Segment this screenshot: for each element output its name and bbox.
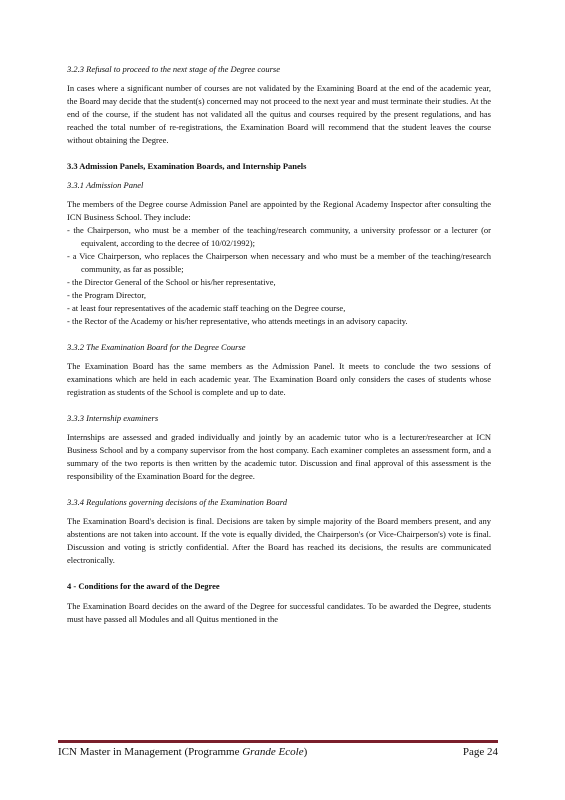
section-paragraph: Internships are assessed and graded individually and jointly by an academic tutor who is a lecturer/researcher at ICN Business School and by a company supervisor from the host company. Each examiner completes an assessment form, and a summary of the two reports is then written by the academic tutor. Discussion and final approval of this assessment is the responsibility of the Examination Board for the degree.	[67, 432, 491, 481]
section-3-3-2	[67, 342, 491, 399]
footer-title-italic: Grande Ecole	[242, 746, 304, 758]
section-3-3-1	[67, 180, 491, 328]
section-paragraph: The Examination Board decides on the award of the Degree for successful candidates. To be awarded the Degree, students must have passed all Modules and all Quitus mentioned in the	[67, 601, 491, 624]
list-item: - the Program Director,	[67, 290, 146, 300]
page-number: Page 24	[462, 746, 498, 758]
section-3-3-heading: 3.3 Admission Panels, Examination Boards, and Internship Panels	[67, 161, 307, 171]
footer-divider	[58, 740, 498, 743]
section-paragraph: In cases where a significant number of courses are not validated by the Examining Board at the end of the academic year, the Board may decide that the student(s) concerned may not proceed to the next year and must terminate their studies. At the end of the course, if the student has not validated all the quitus and courses required by the present regulations, and has reached the total number of re-registrations, the Examination Board will recommend that the student leaves the course without obtaining the Degree.	[67, 83, 491, 145]
section-paragraph: The Examination Board's decision is final. Decisions are taken by simple majority of the Board members present, and any abstentions are not taken into account. If the vote is equally divided, the Chairperson's (or Vice-Chairperson's) vote is final. Discussion and voting is strictly confidential. After the Board has reached its decisions, the results are communicated electronically.	[67, 516, 491, 565]
section-heading: 3.2.3 Refusal to proceed to the next stage of the Degree course	[67, 64, 280, 74]
list-item: - the Chairperson, who must be a member of the teaching/research community, a university professor or a lecturer (or equivalent, according to the decree of 10/02/1992);	[67, 225, 491, 248]
document-page	[67, 64, 491, 640]
member-list	[67, 224, 491, 328]
section-4	[67, 581, 491, 626]
section-heading: 3.3.4 Regulations governing decisions of the Examination Board	[67, 497, 287, 507]
section-heading: 3.3.3 Internship examiners	[67, 413, 159, 423]
list-item: - at least four representatives of the academic staff teaching on the Degree course,	[67, 303, 346, 313]
section-heading: 3.3.2 The Examination Board for the Degree Course	[67, 342, 246, 352]
section-3-3-4	[67, 497, 491, 567]
section-heading: 3.3.1 Admission Panel	[67, 180, 144, 190]
list-item: - the Director General of the School or his/her representative,	[67, 277, 276, 287]
list-item: - the Rector of the Academy or his/her representative, who attends meetings in an advisory capacity.	[67, 316, 408, 326]
footer-title: ICN Master in Management (Programme Grande Ecole)	[58, 746, 308, 758]
section-paragraph: The Examination Board has the same members as the Admission Panel. It meets to conclude the two sessions of examinations which are held in each academic year. The Examination Board only considers the cases of students whose registration as students of the School is complete and up to date.	[67, 361, 491, 397]
section-paragraph: The members of the Degree course Admission Panel are appointed by the Regional Academy Inspector after consulting the ICN Business School. They include:	[67, 199, 491, 222]
page-footer	[58, 746, 498, 758]
section-3-2-3	[67, 64, 491, 147]
section-heading: 4 - Conditions for the award of the Degree	[67, 581, 220, 591]
section-3-3-3	[67, 413, 491, 483]
list-item: - a Vice Chairperson, who replaces the Chairperson when necessary and who must be a member of the teaching/research community, as far as possible;	[67, 251, 491, 274]
